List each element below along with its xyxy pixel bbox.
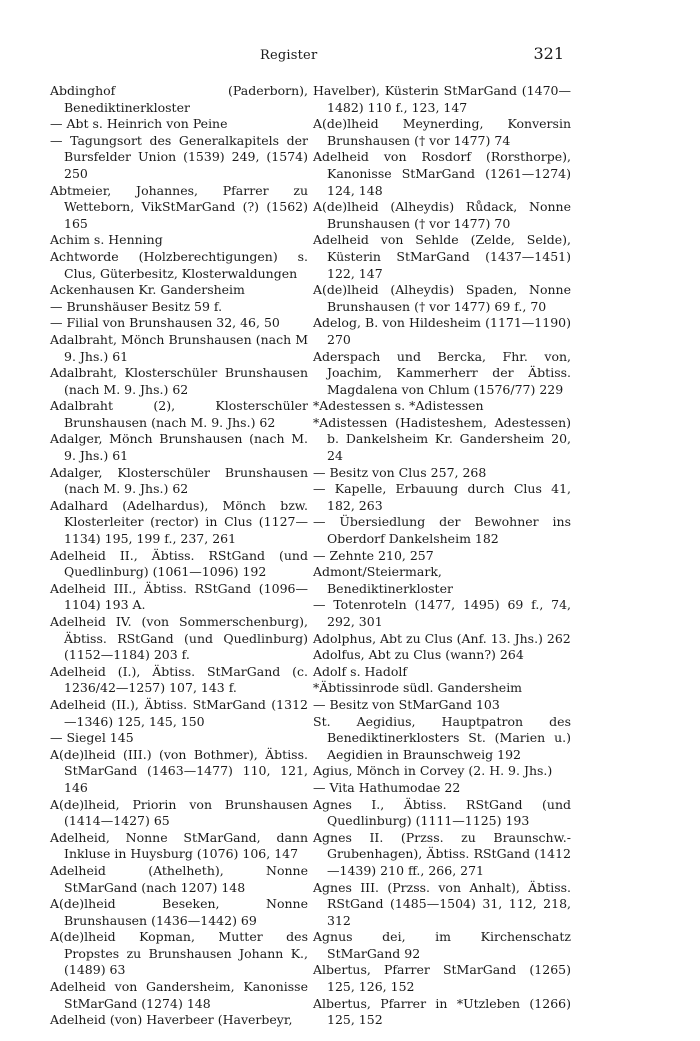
- index-entry: *Adistessen (Hadisteshem, Adestessen) b. Dankelsheim Kr. Gandersheim 20, 24: [313, 414, 571, 464]
- index-entry: — Abt s. Heinrich von Peine: [50, 116, 228, 132]
- index-entry: A(de)lheid (Alheydis) Spaden, Nonne Brunshausen († vor 1477) 69 f., 70: [313, 282, 571, 314]
- index-entry: — Zehnte 210, 257: [313, 547, 434, 563]
- index-entry: Adelheid II., Äbtiss. RStGand (und Quedlinburg) (1061—1096) 192: [50, 547, 308, 580]
- index-entry: Agius, Mönch in Corvey (2. H. 9. Jhs.): [313, 763, 553, 779]
- index-entry: Agnes I., Äbtiss. RStGand (und Quedlinburg) (1111—1125) 193: [313, 796, 571, 829]
- index-entry: Adalbraht (2), Klosterschüler Brunshausen (nach M. 9. Jhs.) 62: [50, 398, 308, 430]
- left-index-column: [50, 83, 308, 1029]
- index-entry: Havelber), Küsterin StMarGand (1470—1482) 110 f., 123, 147: [313, 83, 571, 115]
- index-entry: Adolfus, Abt zu Clus (wann?) 264: [313, 647, 524, 663]
- index-entry: Adelheid (von) Haverbeer (Haverbeyr,: [50, 1012, 293, 1028]
- index-entry: Achtworde (Holzberechtigungen) s. Clus, Güterbesitz, Klosterwaldungen: [50, 248, 308, 281]
- index-entry: Adalhard (Adelhardus), Mönch bzw. Klosterleiter (rector) in Clus (1127—1134) 195, 199 f., 237, 261: [50, 497, 308, 547]
- index-entry: — Vita Hathumodae 22: [313, 779, 461, 795]
- index-entry: Adalger, Klosterschüler Brunshausen (nach M. 9. Jhs.) 62: [50, 464, 308, 497]
- running-head: Register: [260, 48, 318, 63]
- index-entry: — Totenroteln (1477, 1495) 69 f., 74, 292, 301: [313, 597, 571, 629]
- index-entry: Adolf s. Hadolf: [313, 663, 408, 679]
- index-entry: Agnus dei, im Kirchenschatz StMarGand 92: [313, 929, 571, 961]
- index-entry: Adelheid IV. (von Sommerschenburg), Äbtiss. RStGand (und Quedlinburg) (1152—1184) 203 f.: [50, 614, 308, 663]
- index-entry: — Filial von Brunshausen 32, 46, 50: [50, 315, 280, 331]
- index-entry: Abtmeier, Johannes, Pfarrer zu Wetteborn, VikStMarGand (?) (1562) 165: [50, 182, 308, 231]
- index-entry: Albertus, Pfarrer in *Utzleben (1266) 125, 152: [313, 995, 571, 1028]
- index-entry: Adelheid von Rosdorf (Rorsthorpe), Kanonisse StMarGand (1261—1274) 124, 148: [313, 149, 571, 198]
- index-entry: Agnes II. (Przss. zu Braunschw.-Grubenhagen), Äbtiss. RStGand (1412—1439) 210 ff., 266, 271: [313, 829, 571, 878]
- index-entry: — Tagungsort des Generalkapitels der Bursfelder Union (1539) 249, (1574) 250: [50, 132, 308, 181]
- index-entry: Adalbraht, Klosterschüler Brunshausen (nach M. 9. Jhs.) 62: [50, 365, 308, 397]
- index-entry: Adelheid von Gandersheim, Kanonisse StMarGand (1274) 148: [50, 979, 308, 1011]
- index-entry: *Adestessen s. *Adistessen: [313, 398, 484, 414]
- index-entry: Admont/Steiermark, Benediktinerkloster: [313, 564, 453, 596]
- index-entry: A(de)lheid Beseken, Nonne Brunshausen (1436—1442) 69: [50, 896, 308, 928]
- index-entry: Adelheid III., Äbtiss. RStGand (1096—1104) 193 A.: [50, 580, 308, 613]
- index-entry: — Kapelle, Erbauung durch Clus 41, 182, 263: [313, 481, 571, 513]
- index-entry: Abdinghof (Paderborn), Benediktinerkloster: [50, 83, 308, 115]
- index-entry: A(de)lheid Kopman, Mutter des Propstes zu Brunshausen Johann K., (1489) 63: [50, 929, 308, 978]
- index-entry: Adelheid von Sehlde (Zelde, Selde), Küsterin StMarGand (1437—1451) 122, 147: [313, 232, 571, 281]
- index-entry: Adelog, B. von Hildesheim (1171—1190) 270: [313, 315, 571, 347]
- index-entry: — Übersiedlung der Bewohner ins Oberdorf Dankelsheim 182: [313, 514, 571, 547]
- index-entry: — Besitz von StMarGand 103: [313, 696, 500, 712]
- right-index-column: [313, 83, 571, 1029]
- index-entry: — Besitz von Clus 257, 268: [313, 464, 487, 480]
- index-entry: A(de)lheid Meynerding, Konversin Brunshausen († vor 1477) 74: [313, 116, 571, 148]
- index-entry: A(de)lheid (III.) (von Bothmer), Äbtiss. StMarGand (1463—1477) 110, 121, 146: [50, 746, 308, 795]
- index-entry: Achim s. Henning: [50, 232, 163, 248]
- index-entry: Agnes III. (Przss. von Anhalt), Äbtiss. RStGand (1485—1504) 31, 112, 218, 312: [313, 879, 571, 928]
- index-entry: Adelheid, Nonne StMarGand, dann Inkluse in Huysburg (1076) 106, 147: [50, 829, 308, 862]
- index-entry: Ackenhausen Kr. Gandersheim: [50, 282, 245, 298]
- index-entry: A(de)lheid, Priorin von Brunshausen (1414—1427) 65: [50, 796, 308, 829]
- index-entry: Adalbraht, Mönch Brunshausen (nach M 9. Jhs.) 61: [50, 331, 308, 364]
- index-entry: Aderspach und Bercka, Fhr. von, Joachim, Kammerherr der Äbtiss. Magdalena von Chlum (1576/77) 229: [313, 348, 571, 397]
- page-number: 321: [533, 44, 564, 63]
- index-entry: Adelheid (II.), Äbtiss. StMarGand (1312—1346) 125, 145, 150: [50, 696, 308, 729]
- index-entry: Adalger, Mönch Brunshausen (nach M. 9. Jhs.) 61: [50, 431, 308, 464]
- index-entry: Adelheid (I.), Äbtiss. StMarGand (c. 1236/42—1257) 107, 143 f.: [50, 663, 308, 696]
- index-entry: *Äbtissinrode südl. Gandersheim: [313, 680, 523, 696]
- index-entry: St. Aegidius, Hauptpatron des Benediktinerklosters St. (Marien u.) Aegidien in Braunschweig 192: [313, 713, 571, 762]
- page-header: [50, 44, 564, 68]
- index-entry: — Brunshäuser Besitz 59 f.: [50, 298, 223, 314]
- index-entry: Adelheid (Athelheth), Nonne StMarGand (nach 1207) 148: [50, 862, 308, 895]
- index-entry: Adolphus, Abt zu Clus (Anf. 13. Jhs.) 262: [313, 630, 571, 646]
- index-entry: A(de)lheid (Alheydis) Růdack, Nonne Brunshausen († vor 1477) 70: [313, 199, 571, 231]
- index-entry: Albertus, Pfarrer StMarGand (1265) 125, 126, 152: [313, 962, 571, 995]
- index-entry: — Siegel 145: [50, 730, 134, 746]
